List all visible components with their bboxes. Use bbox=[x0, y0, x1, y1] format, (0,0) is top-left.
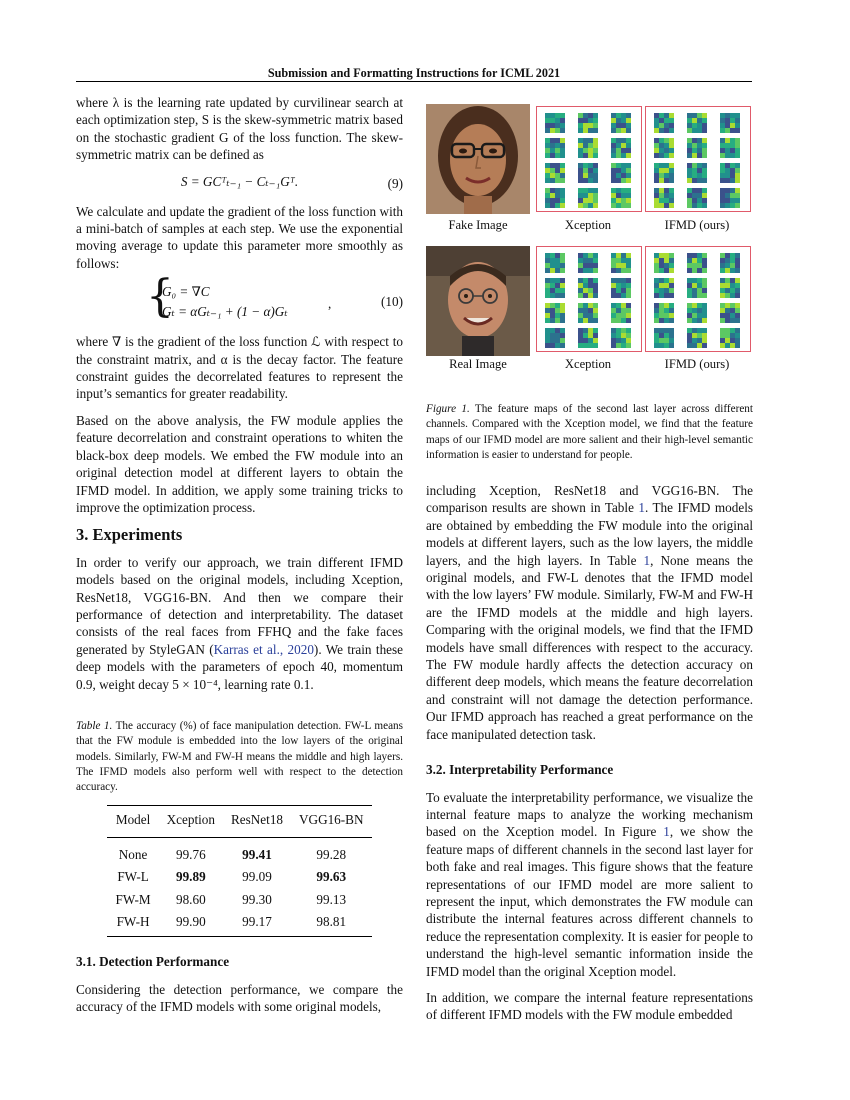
paragraph-interpretability-text-a: To evaluate the interpretability performance, we visualize the internal feature maps to analyze the working mechanism based on the Xception model. In Figure bbox=[426, 789, 753, 840]
table-caption-text: The accuracy (%) of face manipulation detection. FW-L means that the FW module is embedded into the low layers of the original models. Similarly, FW-M and FW-H means the middle and high layers. The IFMD models also perform well with respect to the detection accuracy. bbox=[76, 719, 403, 794]
table-row bbox=[107, 837, 371, 866]
equation-10 bbox=[76, 271, 403, 325]
section-heading-experiments: 3. Experiments bbox=[76, 525, 183, 545]
paragraph-comparison bbox=[426, 482, 753, 743]
table-cell: 99.13 bbox=[316, 891, 347, 907]
table-cell: 99.09 bbox=[242, 869, 272, 885]
table-row bbox=[107, 866, 371, 888]
table-header-cell: VGG16-BN bbox=[299, 812, 364, 828]
table-ref-link[interactable]: 1 bbox=[643, 552, 651, 568]
table-cell: 99.90 bbox=[175, 914, 206, 930]
table-cell: FW-H bbox=[116, 914, 150, 930]
table-ref-link[interactable]: 1 bbox=[638, 500, 645, 516]
figure-caption-label: Figure 1. bbox=[426, 403, 470, 415]
table-header-cell: Xception bbox=[166, 812, 215, 828]
figure-1 bbox=[426, 104, 753, 461]
section-heading-detection: 3.1. Detection Performance bbox=[76, 954, 230, 970]
equation-brace: { bbox=[146, 271, 174, 323]
paragraph-analysis: Based on the above analysis, the FW module applies the feature decorrelation and constraint operations to whiten the black-box deep models. We embed the FW module into an original detection model at different layers to obtain the IFMD model. In addition, we apply some training tricks to improve the optimization process. bbox=[76, 412, 403, 515]
table-cell: 99.76 bbox=[175, 846, 206, 862]
left-column bbox=[76, 94, 403, 1025]
real-image-label: Real Image bbox=[449, 357, 507, 371]
table-cell: 98.60 bbox=[175, 891, 206, 907]
ifmd-fake-feature-maps bbox=[645, 106, 751, 212]
equation-9-body: S = GCᵀₜ₋₁ − Cₜ₋₁Gᵀ. bbox=[180, 173, 299, 189]
section-heading-interpretability: 3.2. Interpretability Performance bbox=[426, 762, 614, 778]
feature-map-grid bbox=[646, 247, 750, 351]
paragraph-nabla: where ∇ is the gradient of the loss function ℒ with respect to the constraint matrix, and α is the decay factor. The feature constraint guides the decorrelated features to represent the input’s semantics for greater readability. bbox=[76, 334, 403, 402]
table-cell: None bbox=[118, 846, 148, 862]
equation-comma: , bbox=[328, 296, 332, 312]
ifmd-label: IFMD (ours) bbox=[664, 218, 730, 232]
header-rule bbox=[76, 81, 752, 82]
paragraph-comparison-text-c: , None means the original models, and FW-L denotes that the IFMD model with the low layers’ FW module. Similarly, FW-M and FW-H are the IFMD models at the middle and high layers. Comparing with the original models, we find that the IFMD models have small differences with respect to the accuracy. The FW module hardly affects the detection accuracy on different deep models, which means the feature decorrelation and constraint will not damage the detection performance. Our IFMD approach has reached a great performance on the face manipulated detection task. bbox=[426, 552, 753, 742]
table-cell: FW-M bbox=[115, 891, 151, 907]
feature-map-grid bbox=[646, 107, 750, 211]
table-header-cell: Model bbox=[115, 812, 151, 828]
table-cell: FW-L bbox=[117, 869, 149, 885]
xception-fake-feature-maps bbox=[536, 106, 642, 212]
table-caption bbox=[76, 719, 403, 795]
fake-face-image bbox=[426, 104, 530, 214]
ifmd-label: IFMD (ours) bbox=[664, 357, 730, 371]
table-header-cell: ResNet18 bbox=[231, 812, 284, 828]
table-cell: 99.89 bbox=[175, 869, 206, 885]
table-cell: 99.41 bbox=[242, 846, 272, 862]
table-cell: 99.30 bbox=[242, 891, 272, 907]
xception-real-feature-maps bbox=[536, 246, 642, 352]
equation-10-line-1: G₀ = ∇C bbox=[162, 284, 210, 300]
equation-9-number: (9) bbox=[387, 175, 403, 191]
right-column bbox=[426, 482, 753, 1033]
figure-caption bbox=[426, 402, 753, 463]
paragraph-experiments-text-a: In order to verify our approach, we train different IFMD models based on the original models, including Xception, ResNet18, VGG16-BN. And then we compare their performance of detection and interpretability. The dataset consists of the real faces from FFHQ and the fake faces generated by StyleGAN ( bbox=[76, 554, 403, 657]
table-cell: 99.28 bbox=[316, 846, 347, 862]
equation-10-line-2: Gₜ = αGₜ₋₁ + (1 − α)Gₜ bbox=[162, 304, 288, 320]
paragraph-addition: In addition, we compare the internal feature representations of different IFMD models with the FW module embedded bbox=[426, 989, 753, 1023]
table-caption-label: Table 1. bbox=[76, 719, 113, 732]
xception-label: Xception bbox=[564, 357, 612, 371]
fake-image-label: Fake Image bbox=[448, 218, 508, 232]
real-face-image bbox=[426, 246, 530, 356]
equation-10-number: (10) bbox=[381, 294, 403, 310]
feature-map-grid bbox=[537, 107, 641, 211]
ifmd-real-feature-maps bbox=[645, 246, 751, 352]
table-cell: 99.17 bbox=[242, 914, 272, 930]
paragraph-gradient: We calculate and update the gradient of the loss function with a mini-batch of samples at each step. We use the exponential moving average to update this parameter more smoothly as follows: bbox=[76, 203, 403, 271]
figure-caption-text: The feature maps of the second last layer across different channels. Compared with the Xception model, we find that the feature maps of our IFMD model are more salient and their high-level semantic information is easier to understand for people. bbox=[426, 403, 753, 461]
figure-ref-link[interactable]: 1 bbox=[663, 824, 670, 840]
table-header-row bbox=[107, 806, 371, 837]
xception-label: Xception bbox=[564, 218, 612, 232]
paragraph-comparison-text-b: . The IFMD models are obtained by embedding the FW module into the original models at different layers, such as the low layers, the middle layers, and the high layers. In Table bbox=[426, 500, 754, 568]
paragraph-curvilinear: where λ is the learning rate updated by curvilinear search at each optimization step, S is the skew-symmetric matrix based on the stochastic gradient G of the loss function. The skew-symmetric matrix can be defined as bbox=[76, 95, 403, 163]
accuracy-table bbox=[107, 805, 371, 937]
paragraph-interpretability-text-b: , we show the feature maps of different channels in the second last layer for both fake and real images. This figure shows that the feature representations of our IFMD model are more salient to represent the input, which demonstrates the FW module can distribute the internal features across different channels to reduce the representation complexity. It is easier for people to understand the high-level semantic information inside the IFMD model than the original Xception model. bbox=[426, 824, 753, 979]
table-row bbox=[107, 889, 371, 911]
citation-link[interactable]: Karras et al., 2020 bbox=[213, 641, 314, 657]
paragraph-comparison-text-a: including Xception, ResNet18 and VGG16-BN. The comparison results are shown in Table bbox=[426, 483, 753, 516]
feature-map-grid bbox=[537, 247, 641, 351]
paragraph-experiments bbox=[76, 554, 403, 693]
table-row bbox=[107, 911, 371, 937]
table-cell: 98.81 bbox=[316, 914, 347, 930]
paragraph-experiments-text-b: ). We train these deep models with the parameters of epoch 40, momentum 0.9, weight decay 5 × 10⁻⁴, learning rate 0.1. bbox=[76, 641, 403, 692]
paragraph-detection: Considering the detection performance, we compare the accuracy of the IFMD models with some original models, bbox=[76, 981, 403, 1015]
paragraph-interpretability bbox=[426, 789, 753, 980]
running-header: Submission and Formatting Instructions for ICML 2021 bbox=[267, 66, 561, 80]
table-cell: 99.63 bbox=[316, 869, 347, 885]
equation-9 bbox=[76, 173, 403, 195]
